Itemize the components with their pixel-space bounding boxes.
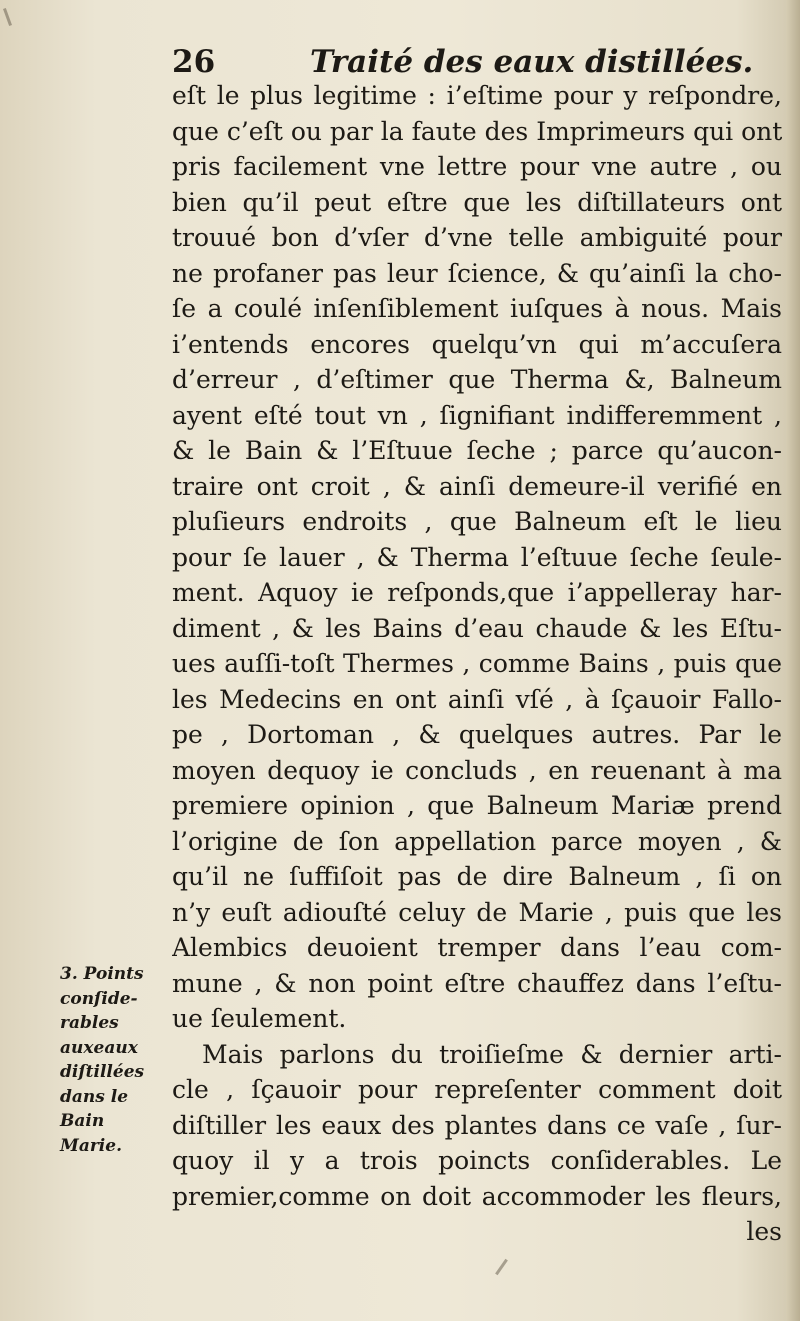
text-line: ayent eſté tout vn , ſignifiant indifferemment , xyxy=(172,400,782,430)
text-line: bien qu’il peut eſtre que les diſtillateurs ont xyxy=(172,187,782,217)
marginal-line: 3. Points xyxy=(60,964,144,984)
text-line: pe , Dortoman , & quelques autres. Par le xyxy=(172,720,782,749)
page-number: 26 xyxy=(172,44,216,80)
marginal-note xyxy=(60,962,170,1158)
paper-mark xyxy=(3,8,12,26)
text-line: pluſieurs endroits , que Balneum eſt le lieu xyxy=(172,507,782,536)
text-line: eſt le plus legitime : i’eſtime pour y reſpondre, xyxy=(172,81,782,110)
text-line: mune , & non point eſtre chauffez dans l’eſtu- xyxy=(172,968,782,998)
paper-mark xyxy=(495,1259,508,1275)
page-edge xyxy=(786,0,800,1321)
catchword: les xyxy=(746,1217,782,1246)
marginal-line: Marie. xyxy=(60,1135,122,1156)
marginal-line: Bain xyxy=(60,1111,105,1131)
text-line: diſtiller les eaux des plantes dans ce vaſe , ſur- xyxy=(172,1110,782,1140)
text-line: i’entends encores quelqu’vn qui m’accuſera xyxy=(172,329,782,359)
marginal-line: rables xyxy=(60,1013,119,1033)
text-line: pris facilement vne lettre pour vne autre , ou xyxy=(172,152,782,181)
text-line: ue ſeulement. xyxy=(172,1004,347,1033)
text-line: ſe a coulé inſenſiblement iuſques à nous. Mais xyxy=(172,294,782,323)
text-line: moyen dequoy ie concluds , en reuenant à ma xyxy=(172,755,782,785)
text-line: ment. Aquoy ie reſponds,que i’appelleray har- xyxy=(172,578,782,607)
text-line: l’origine de ſon appellation parce moyen , & xyxy=(172,826,782,856)
marginal-line: conſide- xyxy=(60,988,138,1009)
marginal-line: auxeaux xyxy=(60,1037,138,1058)
text-line: pour ſe lauer , & Therma l’eſtuue ſeche ſeule- xyxy=(172,542,782,572)
text-line: premiere opinion , que Balneum Mariæ prend xyxy=(172,791,782,820)
text-line: qu’il ne ſuffiſoit pas de dire Balneum , ſi on xyxy=(172,862,782,891)
text-line: & le Bain & l’Eſtuue ſeche ; parce qu’aucon- xyxy=(172,436,782,465)
text-line: quoy il y a trois poincts conſiderables. Le xyxy=(172,1146,782,1175)
text-line: Alembics deuoient tremper dans l’eau com- xyxy=(172,933,782,962)
text-line: diment , & les Bains d’eau chaude & les Eſtu- xyxy=(172,613,782,643)
text-line: premier,comme on doit accommoder les fleurs, xyxy=(172,1181,782,1211)
text-line: ne profaner pas leur ſcience, & qu’ainſi la cho- xyxy=(172,258,782,288)
text-line: cle , ſçauoir pour repreſenter comment doit xyxy=(172,1075,782,1104)
text-line: traire ont croit , & ainſi demeure-il verifié en xyxy=(172,471,782,501)
running-title: Traité des eaux distillées. xyxy=(310,44,754,80)
text-line: trouué bon d’vſer d’vne telle ambiguité pour xyxy=(172,223,782,252)
body-text xyxy=(172,78,782,1250)
text-line: Mais parlons du troiſieſme & dernier arti- xyxy=(202,1039,782,1069)
marginal-line: diſtillées xyxy=(60,1062,145,1082)
text-line: d’erreur , d’eſtimer que Therma &, Balneum xyxy=(172,365,782,394)
text-line: ues auſſi-toſt Thermes , comme Bains , puis que xyxy=(172,649,782,678)
text-line: que c’eſt ou par la faute des Imprimeurs qui ont xyxy=(172,116,782,146)
marginal-line: dans le xyxy=(60,1086,129,1107)
text-line: n’y euſt adiouſté celuy de Marie , puis que les xyxy=(172,897,782,927)
text-line: les Medecins en ont ainſi vſé , à ſçauoir Fallo- xyxy=(172,684,782,714)
